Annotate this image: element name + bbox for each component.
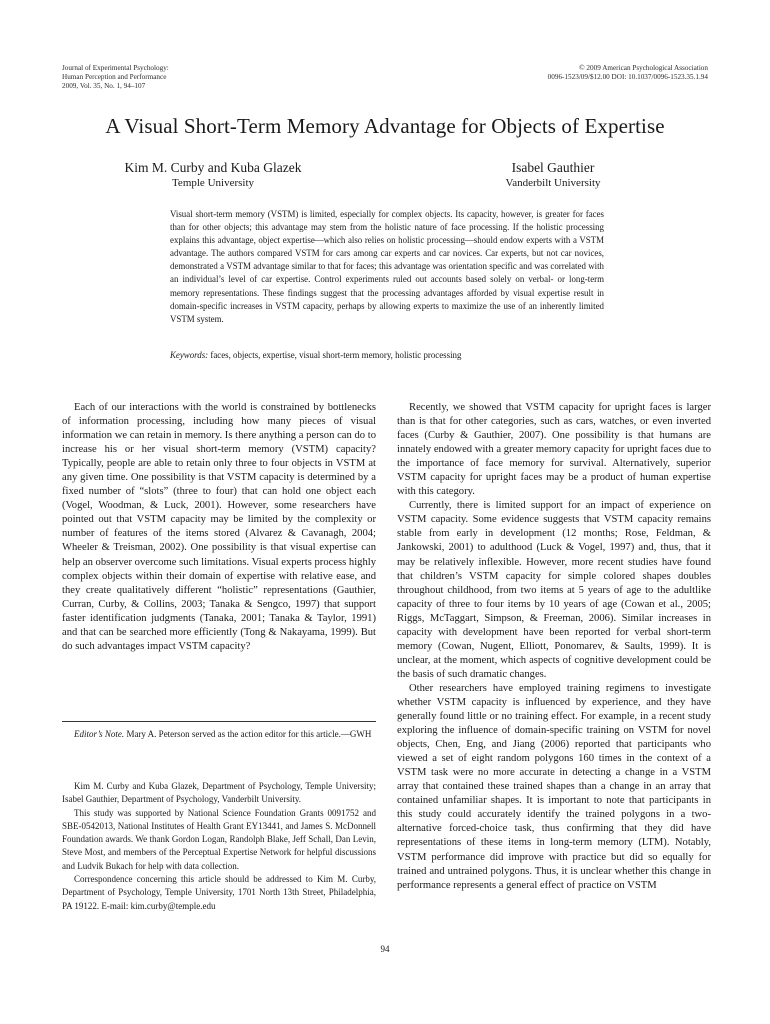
body-paragraph: Other researchers have employed training regimens to investigate whether VSTM capacity is influenced by experience, and they have generally found little or no training effect. For example, in a recent study exploring the influence of domain-specific training on VSTM for novel objects, Chen, Eng, and Jiang (2006) reported that participants who viewed a set of eight random polygons 160 times in the context of a VSTM task were no more accurate in detecting a change in a VSTM array that contained these trained shapes than a change in an array that contained unfamiliar shapes. It is important to note that participants in this study could accurately identify the trained polygons in a two-alternative forced-choice task, thus confirming that they did have representations of these items in long-term memory (LTM). Notably, VSTM performance did improve with practice but did so equally for trained and untrained polygons. Thus, it is unclear whether this change in performance represents a general effect of practice on VSTM [397, 682, 711, 891]
body-paragraph: Currently, there is limited support for an impact of experience on VSTM capacity. Some evidence suggests that VSTM capacity remains stable from early in development (12 months; Rose, Feldman, & Jankowski, 2001) to adulthood (Luck & Vogel, 1997) and, thus, that it may be relatively inflexible. However, more recent studies have found that children’s VSTM capacity for simple colored shapes doubles throughout childhood, from two items at 5 years of age to the adultlike capacity of three to four items by 10 years of age (Cowan et al., 2005; Riggs, McTaggart, Simpson, & Freeman, 2006). Similar increases in capacity with development have been reported for verbal short-term memory (Cowan, Nugent, Elliott, Ponomarev, & Saults, 1999). It is unclear, at the moment, which aspects of cognitive development could be the basis of such dramatic changes. [397, 500, 711, 680]
editors-note-text: Mary A. Peterson served as the action editor for this article.—GWH [126, 729, 372, 739]
copyright-header [548, 64, 708, 82]
body-paragraph: Each of our interactions with the world is constrained by bottlenecks of information processing, including how many pieces of visual information we can retain in memory. Is there anything a person can do to increase his or her visual short-term memory (VSTM) capacity? Typically, people are able to retain only three to four objects in VSTM at any given time. One possibility is that VSTM capacity is determined by a fixed number of “slots” (three to four) that can hold one object each (Vogel, Woodman, & Luck, 2001). However, some researchers have pointed out that VSTM capacity may be limited by the complexity or number of features of the items stored (Alvarez & Cavanagh, 2004; Wheeler & Treisman, 2002). One possibility is that visual expertise can help an observer overcome such limitations. Visual experts process highly complex objects within their domain of expertise with relative ease, and they create qualitatively different “holistic” representations (Gauthier, Curran, Curby, & Collins, 2003; Tanaka & Sengco, 1997) that support faster identification judgments (Tanaka, 2001; Tanaka & Taylor, 1991) and that can be searched more efficiently (Tong & Nakayama, 1999). But do such advantages impact VSTM capacity? [62, 402, 376, 652]
keywords-label: Keywords: [170, 350, 209, 360]
author-note-correspondence: Correspondence concerning this article should be addressed to Kim M. Curby, Department of Psychology, Temple University, 1701 North 13th Street, Philadelphia, PA 19122. E-mail: kim.curby@temple.edu [62, 874, 376, 911]
editors-note-label: Editor’s Note. [74, 729, 125, 739]
journal-volume-line: 2009, Vol. 35, No. 1, 94–107 [62, 82, 146, 90]
author-block-2 [486, 160, 620, 190]
author-note-affiliations: Kim M. Curby and Kuba Glazek, Department of Psychology, Temple University; Isabel Gauthier, Department of Psychology, Vanderbilt University. [62, 781, 376, 805]
author-block-1 [108, 160, 318, 190]
article-title: A Visual Short-Term Memory Advantage for Objects of Expertise [105, 114, 665, 138]
author-name: Isabel Gauthier [511, 160, 595, 175]
author-affiliation: Temple University [171, 177, 255, 189]
body-paragraph: Recently, we showed that VSTM capacity for upright faces is larger than is that for other categories, such as cars, watches, or even inverted faces (Curby & Gauthier, 2007). One possibility is that humans are innately endowed with a greater memory capacity for upright faces due to the importance of face memory for survival. Alternatively, superior VSTM capacity for upright faces may be a product of human expertise with this category. [397, 402, 711, 498]
doi-line: 0096-1523/09/$12.00 DOI: 10.1037/0096-1523.35.1.94 [547, 73, 708, 81]
body-column-right [397, 401, 711, 893]
author-note-funding: This study was supported by National Science Foundation Grants 0091752 and SBE-0542013, National Institutes of Health Grant EY13441, and James S. McDonnell Foundation awards. We thank Gordon Logan, Randolph Blake, Jeff Schall, Dan Levin, Steve Most, and members of the Perceptual Expertise Network for helpful discussions and Ludvik Bukach for help with data collection. [62, 807, 376, 871]
abstract: Visual short-term memory (VSTM) is limited, especially for complex objects. Its capacity, however, is greater for faces than for other objects; this advantage may stem from the holistic nature of face processing. If the holistic processing explains this advantage, object expertise—which also relies on holistic processing—should endow experts with a VSTM advantage. The authors compared VSTM for cars among car experts and car novices. Car experts, but not car novices, demonstrated a VSTM advantage similar to that for faces; this advantage was orientation specific and was correlated with an individual’s level of car expertise. Control experiments ruled out accounts based solely on verbal- or long-term memory representations. These findings suggest that the processing advantages afforded by visual expertise result in domain-specific increases in VSTM capacity, perhaps by allowing experts to maximize the use of an inherently limited VSTM system. [170, 209, 604, 324]
editors-note [62, 728, 376, 741]
author-name: Kim M. Curby and Kuba Glazek [124, 160, 302, 175]
copyright-line: © 2009 American Psychological Association [579, 64, 708, 72]
author-affiliation: Vanderbilt University [505, 177, 601, 189]
author-notes [62, 780, 376, 913]
journal-header [62, 64, 169, 91]
keywords [170, 349, 604, 362]
footnote-divider [62, 721, 376, 722]
keywords-text: faces, objects, expertise, visual short-term memory, holistic processing [210, 350, 462, 360]
journal-name-line: Journal of Experimental Psychology: [62, 64, 169, 72]
body-column-left [62, 401, 376, 654]
page-number: 94 [380, 944, 390, 954]
journal-section-line: Human Perception and Performance [62, 73, 167, 81]
